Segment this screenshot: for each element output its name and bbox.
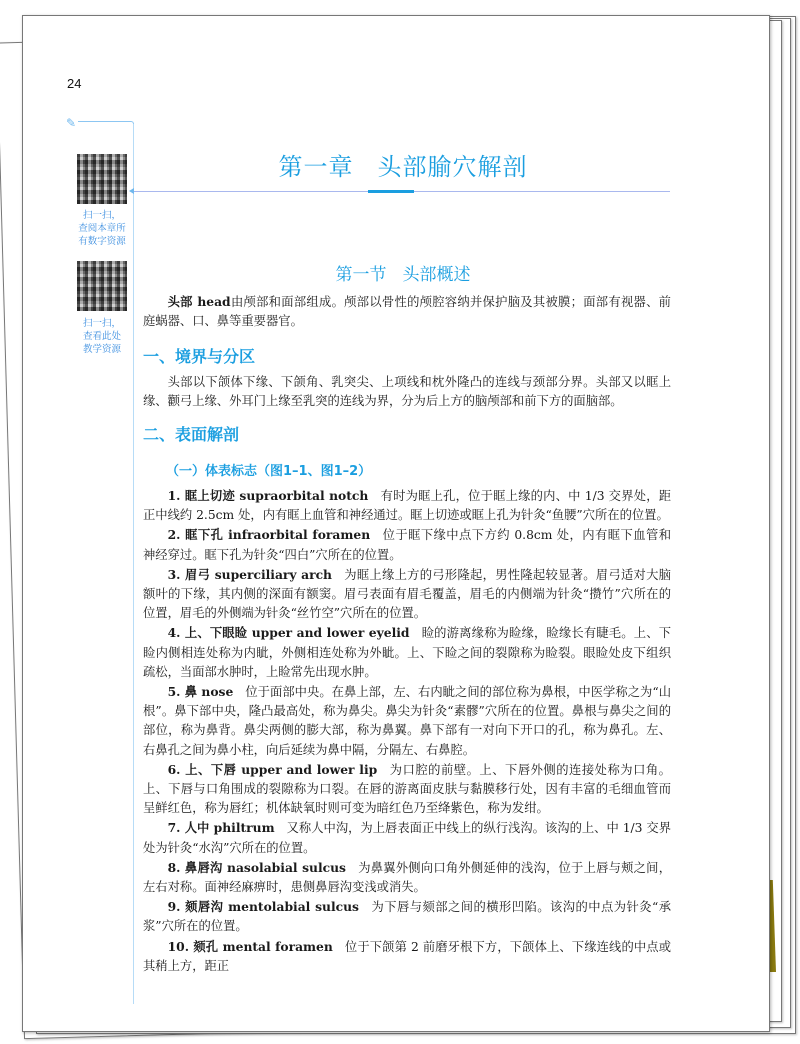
list-item: [143, 525, 671, 564]
boundary-paragraph: [143, 373, 671, 411]
item-text: 为眶上缘上方的弓形隆起，男性隆起较显著。眉弓适对大脑额叶的下缘，其内侧的深面有额窦。眉弓表面有眉毛覆盖，眉毛的内侧端为针灸“攒竹”穴所在的位置，眉毛的外侧端为针灸“丝竹空”穴所在的位置。: [143, 567, 671, 621]
page-number: 24: [67, 76, 82, 91]
pointer-icon: [129, 188, 134, 194]
list-item: [143, 858, 671, 897]
section-number: 第一节: [335, 265, 387, 285]
section-name: 头部概述: [402, 265, 471, 285]
paragraph-text: 头部以下颌体下缘、下颌角、乳突尖、上项线和枕外隆凸的连线与颈部分界。头部又以眶上缘、颧弓上缘、外耳门上缘至乳突的连线为界，分为后上方的脑颅部和前下方的面脑部。: [143, 375, 671, 409]
term: 3. 眉弓 superciliary arch: [167, 566, 332, 582]
heading-boundary: 一、境界与分区: [143, 347, 256, 366]
landmark-list: [143, 486, 671, 976]
term: 10. 颏孔 mental foramen: [167, 938, 333, 954]
qr-caption-line: 有数字资源: [78, 236, 126, 247]
item-text: 为下唇与颏部之间的横形凹陷。该沟的中点为针灸“承浆”穴所在的位置。: [143, 900, 671, 934]
divider: [78, 121, 129, 122]
qr-caption-line: 查看此处: [82, 331, 121, 342]
list-item: [143, 565, 671, 624]
term: 1. 眶上切迹 supraorbital notch: [167, 488, 369, 503]
term: 7. 人中 philtrum: [167, 820, 275, 836]
item-text: 又称人中沟，为上唇表面正中线上的纵行浅沟。该沟的上、中 1/3 交界处为针灸“水沟”穴所在的位置。: [143, 821, 671, 855]
qr-code-teaching-resources[interactable]: [77, 261, 127, 311]
list-item: [143, 623, 671, 682]
qr-caption-line: 扫一扫，: [82, 210, 121, 221]
chapter-number: 第一章: [278, 153, 354, 181]
qr-code-chapter-resources[interactable]: [77, 154, 127, 204]
qr-caption-line: 查阅本章所: [78, 223, 126, 234]
margin-line: [133, 124, 134, 1004]
heading-surface-anatomy: 二、表面解剖: [143, 425, 240, 444]
qr-caption: [67, 317, 137, 356]
term: 6. 上、下唇 upper and lower lip: [167, 761, 378, 777]
heading-landmarks: （一）体表标志（图1–1、图1–2）: [166, 464, 372, 479]
term: 8. 鼻唇沟 nasolabial sulcus: [167, 859, 346, 875]
list-item: [143, 937, 671, 976]
qr-caption-line: 扫一扫，: [82, 318, 121, 329]
item-text: 有时为眶上孔，位于眶上缘的内、中 1/3 交界处，距正中线约 2.5cm 处，内有眶上血管和神经通过。眶上切迹或眶上孔为针灸“鱼腰”穴所在的位置。: [143, 489, 672, 523]
book-page: [22, 15, 770, 1032]
term: 9. 颏唇沟 mentolabial sulcus: [167, 899, 359, 915]
term: 2. 眶下孔 infraorbital foramen: [167, 527, 371, 543]
term: 5. 鼻 nose: [167, 684, 234, 700]
section-title: [135, 260, 671, 285]
paperclip-icon: ✎: [66, 116, 77, 130]
qr-caption: [67, 209, 137, 248]
chapter-rule-accent: [368, 190, 414, 193]
item-text: 位于下颌第 2 前磨牙根下方，下颌体上、下缘连线的中点或其稍上方，距正: [143, 939, 671, 973]
list-item: [143, 682, 671, 760]
paragraph-text: 由颅部和面部组成。颅部以骨性的颅腔容纳并保护脑及其被膜；面部有视器、前庭蜗器、口、鼻等重要器官。: [143, 295, 671, 329]
qr-caption-line: 教学资源: [82, 344, 121, 355]
term: 头部 head: [167, 294, 231, 309]
list-item: [143, 760, 671, 819]
list-item: [143, 486, 671, 525]
item-text: 位于面部中央。在鼻上部，左、右内眦之间的部位称为鼻根，中医学称之为“山根”。鼻下部中央，隆凸最高处，称为鼻尖。鼻尖为针灸“素髎”穴所在的位置。鼻根与鼻尖之间的部位，称为鼻背。鼻尖两侧的膨大部，称为鼻翼。鼻下部有一对向下开口的孔，称为鼻孔。左、右鼻孔之间为鼻小柱，向后延续为鼻中隔，分隔左、右鼻腔。: [143, 685, 671, 757]
item-text: 为鼻翼外侧向口角外侧延伸的浅沟，位于上唇与颊之间，左右对称。面神经麻痹时，患侧鼻唇沟变浅或消失。: [143, 860, 671, 895]
chapter-title: [135, 147, 671, 182]
list-item: [143, 897, 671, 936]
item-text: 为口腔的前壁。上、下唇外侧的连接处称为口角。上、下唇与口角围成的裂隙称为口裂。在唇的游离面皮肤与黏膜移行处，因有丰富的毛细血管而呈鲜红色，称为唇红；机体缺氧时则可变为暗红色乃至绛紫色，称为发绀。: [143, 762, 671, 816]
intro-paragraph: [143, 292, 671, 331]
chapter-name: 头部腧穴解剖: [377, 153, 528, 181]
item-text: 睑的游离缘称为睑缘，睑缘长有睫毛。上、下睑内侧相连处称为内眦，外侧相连处称为外眦。上、下睑之间的裂隙称为睑裂。眼睑处皮下组织疏松，当面部水肿时，上睑常先出现水肿。: [143, 626, 671, 679]
item-text: 位于眶下缘中点下方约 0.8cm 处，内有眶下血管和神经穿过。眶下孔为针灸“四白”穴所在的位置。: [143, 528, 671, 562]
list-item: [143, 818, 671, 857]
term: 4. 上、下眼睑 upper and lower eyelid: [167, 625, 410, 641]
